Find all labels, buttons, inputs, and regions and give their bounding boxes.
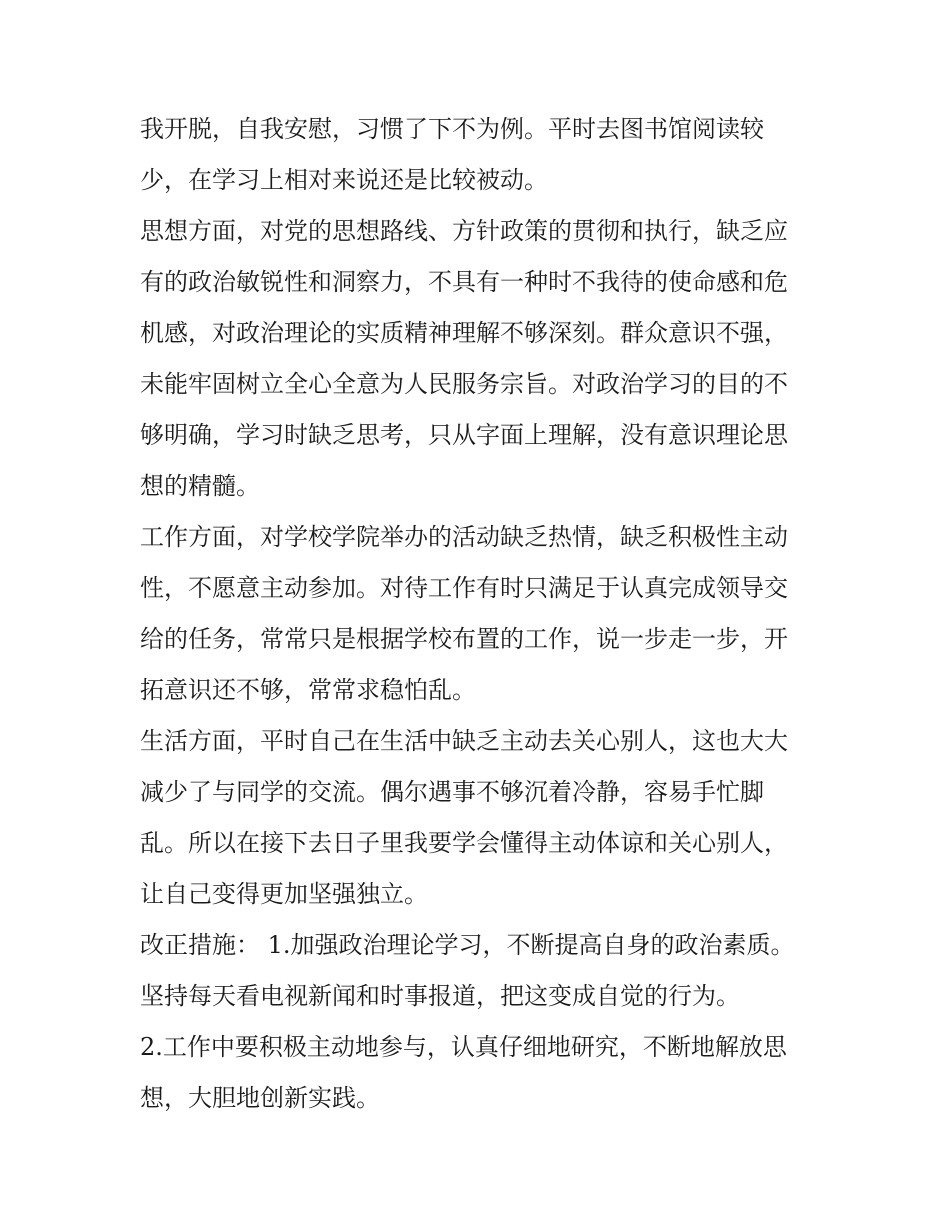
text-line: 减少了与同学的交流。偶尔遇事不够沉着冷静，容易手忙脚 <box>140 778 764 806</box>
paragraph-measures-1 <box>140 920 820 1022</box>
text-line: 有的政治敏锐性和洞察力，不具有一种时不我待的使命感和危 <box>140 268 788 296</box>
text-line: 未能牢固树立全心全意为人民服务宗旨。对政治学习的目的不 <box>140 370 788 398</box>
paragraph-life <box>140 716 820 920</box>
text-line: 少，在学习上相对来说还是比较被动。 <box>140 166 548 194</box>
text-line: 拓意识还不够，常常求稳怕乱。 <box>140 676 476 704</box>
text-line: 2.工作中要积极主动地参与，认真仔细地研究，不断地解放思 <box>140 1033 787 1061</box>
text-line: 乱。所以在接下去日子里我要学会懂得主动体谅和关心别人， <box>140 829 788 857</box>
text-line: 够明确，学习时缺乏思考，只从字面上理解，没有意识理论思 <box>140 421 788 449</box>
text-line: 工作方面，对学校学院举办的活动缺乏热情，缺乏积极性主动 <box>140 523 788 551</box>
text-line: 思想方面，对党的思想路线、方针政策的贯彻和执行，缺乏应 <box>140 217 788 245</box>
text-line: 生活方面，平时自己在生活中缺乏主动去关心别人，这也大大 <box>140 727 788 755</box>
paragraph-measures-2 <box>140 1022 820 1124</box>
text-line: 性，不愿意主动参加。对待工作有时只满足于认真完成领导交 <box>140 574 788 602</box>
text-line: 给的任务，常常只是根据学校布置的工作，说一步走一步，开 <box>140 625 788 653</box>
text-line: 机感，对政治理论的实质精神理解不够深刻。群众意识不强， <box>140 319 788 347</box>
text-line: 想的精髓。 <box>140 472 260 500</box>
paragraph-work <box>140 512 820 716</box>
text-line: 想，大胆地创新实践。 <box>140 1084 380 1112</box>
text-line: 改正措施： 1.加强政治理论学习，不断提高自身的政治素质。 <box>140 931 795 959</box>
text-line: 我开脱，自我安慰，习惯了下不为例。平时去图书馆阅读较 <box>140 115 764 143</box>
paragraph-study-habits <box>140 104 820 206</box>
text-line: 坚持每天看电视新闻和时事报道，把这变成自觉的行为。 <box>140 982 740 1010</box>
document-body <box>140 104 820 1124</box>
text-line: 让自己变得更加坚强独立。 <box>140 880 428 908</box>
paragraph-ideology <box>140 206 820 512</box>
